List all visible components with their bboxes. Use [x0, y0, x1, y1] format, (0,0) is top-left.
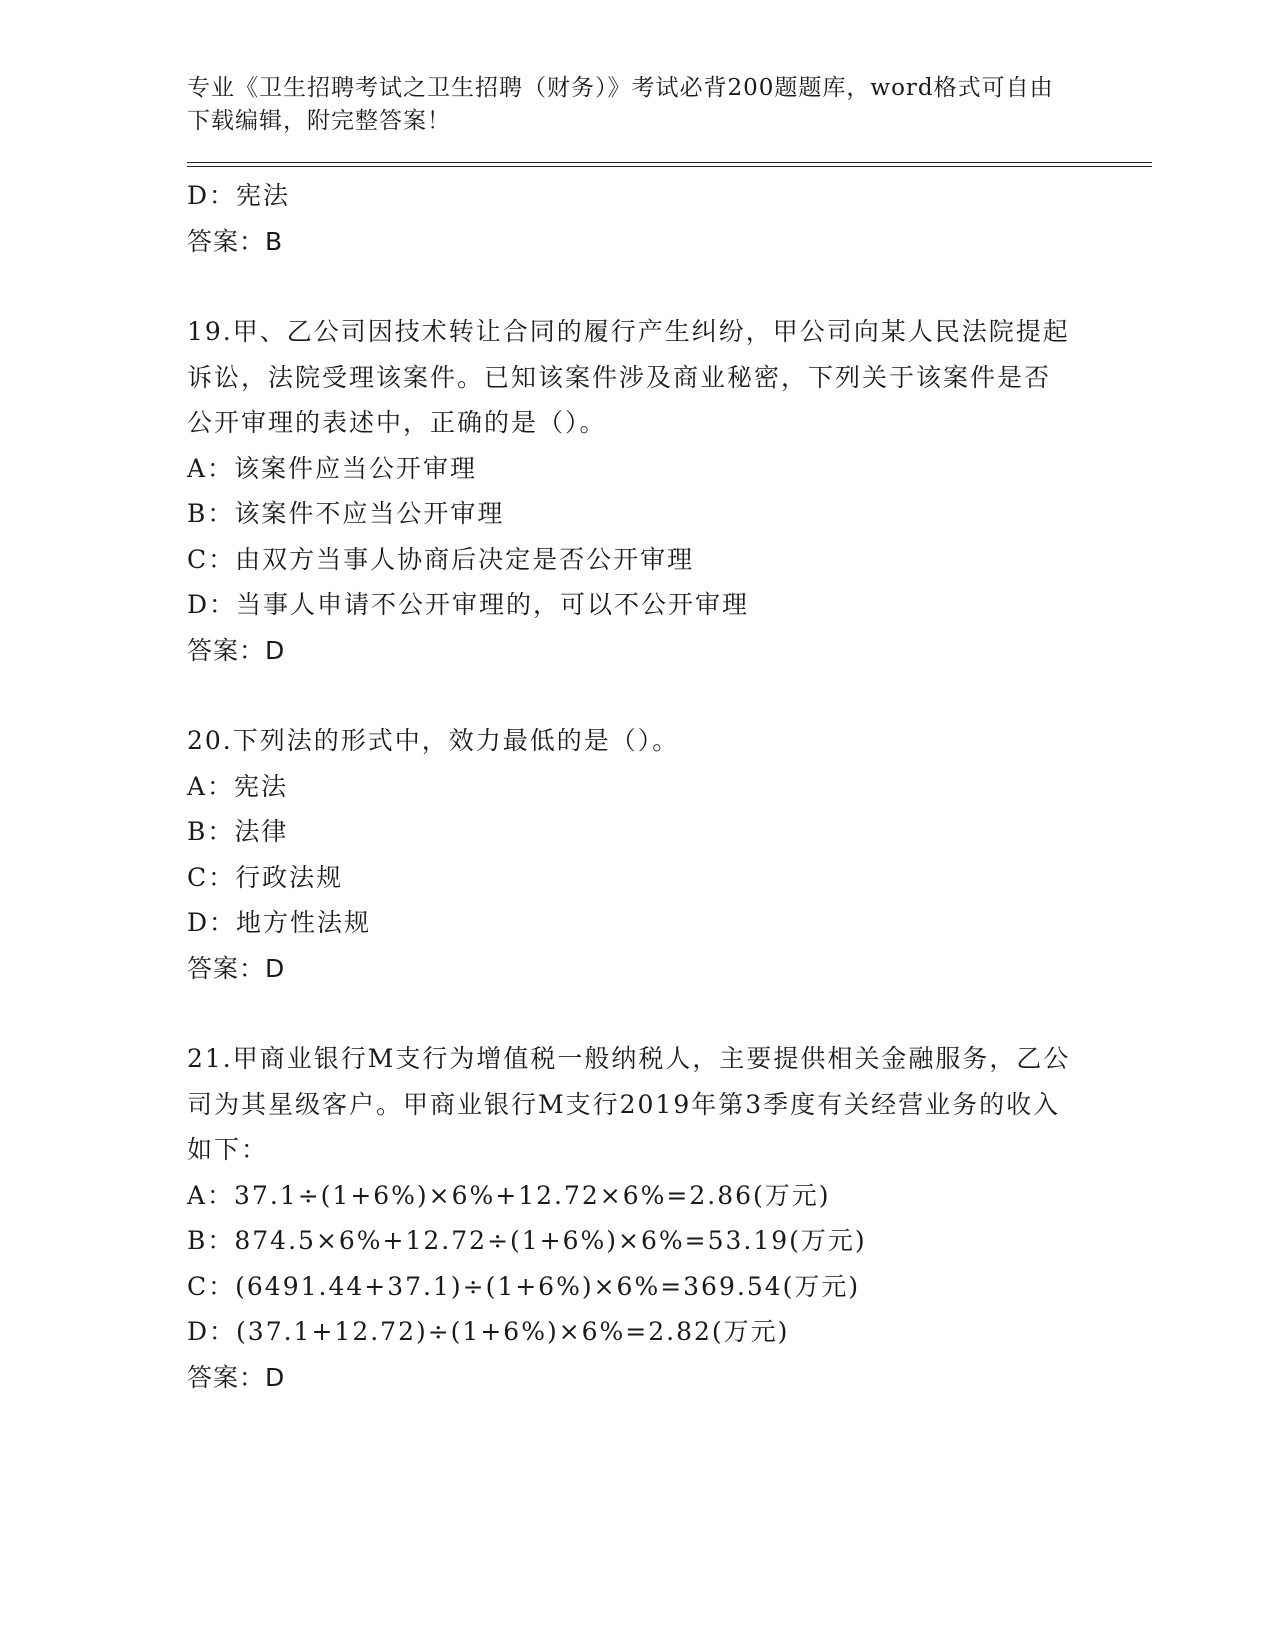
option-b: B：该案件不应当公开审理: [187, 499, 505, 528]
spacer: [187, 264, 1157, 309]
option-d: D：地方性法规: [187, 908, 372, 937]
carryover-option-d: D：宪法: [187, 181, 291, 210]
spacer: [187, 673, 1157, 718]
option-c: C：由双方当事人协商后决定是否公开审理: [187, 544, 695, 574]
option-a: A：该案件应当公开审理: [187, 453, 478, 483]
option-b: B：874.5×6%+12.72÷(1+6%)×6%=53.19(万元): [187, 1226, 867, 1255]
question-answer: 答案：D: [187, 1362, 286, 1392]
option-d: D：(37.1+12.72)÷(1+6%)×6%=2.82(万元): [187, 1317, 790, 1346]
option-a: A：宪法: [187, 771, 289, 801]
option-a: A：37.1÷(1+6%)×6%+12.72×6%=2.86(万元): [187, 1180, 831, 1210]
option-c: C：行政法规: [187, 862, 344, 892]
option-c: C：(6491.44+37.1)÷(1+6%)×6%=369.54(万元): [187, 1271, 861, 1301]
document-content: [187, 173, 1157, 1400]
question-21: [187, 1036, 1157, 1400]
question-stem: 20.下列法的形式中，效力最低的是（）。: [187, 726, 680, 755]
option-d: D：当事人申请不公开审理的，可以不公开审理: [187, 590, 750, 619]
question-19: [187, 309, 1157, 673]
carryover-answer: 答案：B: [187, 226, 284, 256]
option-b: B：法律: [187, 817, 289, 846]
header-divider: [187, 162, 1152, 167]
document-header: 专业《卫生招聘考试之卫生招聘（财务）》考试必背200题题库，word格式可自由下载编辑，附完整答案！: [187, 75, 1054, 134]
question-answer: 答案：D: [187, 953, 286, 983]
spacer: [187, 991, 1157, 1036]
question-stem: 19.甲、乙公司因技术转让合同的履行产生纠纷，甲公司向某人民法院提起诉讼，法院受理该案件。已知该案件涉及商业秘密，下列关于该案件是否公开审理的表述中，正确的是（）。: [187, 317, 1070, 437]
document-page: [187, 72, 1157, 1400]
question-answer: 答案：D: [187, 635, 286, 665]
question-20: [187, 718, 1157, 991]
question-stem: 21.甲商业银行M支行为增值税一般纳税人，主要提供相关金融服务，乙公司为其星级客户。甲商业银行M支行2019年第3季度有关经营业务的收入如下：: [187, 1044, 1071, 1164]
